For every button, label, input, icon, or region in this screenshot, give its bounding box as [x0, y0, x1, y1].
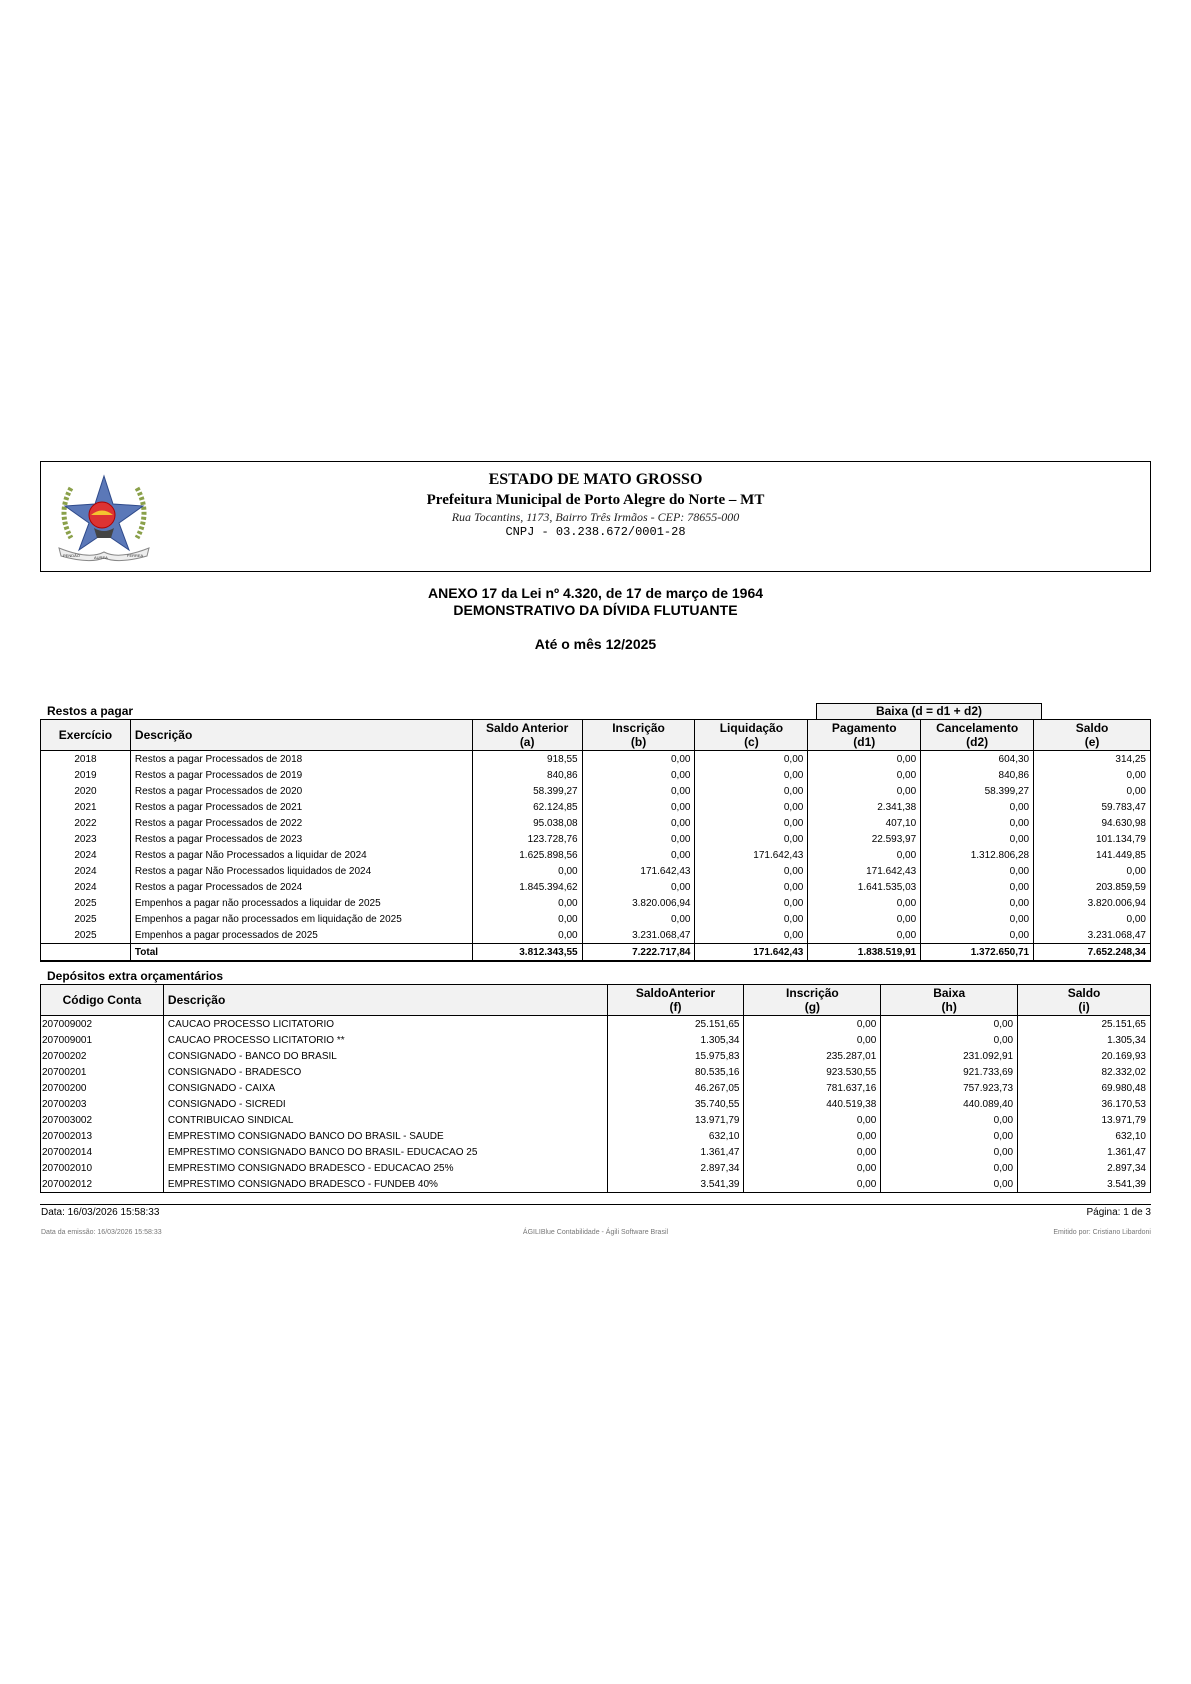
- total-b: 7.222.717,84: [582, 944, 695, 962]
- cell-pagamento: 1.641.535,03: [808, 879, 921, 895]
- table-row: [41, 815, 1151, 831]
- report-title: [0, 585, 1191, 619]
- restos-a-pagar-table: [40, 719, 1151, 962]
- cell-cancelamento: 0,00: [921, 799, 1034, 815]
- table-row: [41, 799, 1151, 815]
- cell-descricao: CONSIGNADO - SICREDI: [163, 1096, 607, 1112]
- cell-saldo-anterior: 1.845.394,62: [472, 879, 582, 895]
- cell-cancelamento: 0,00: [921, 879, 1034, 895]
- cell-descricao: CAUCAO PROCESSO LICITATORIO **: [163, 1032, 607, 1048]
- cell-exercicio: 2023: [41, 831, 131, 847]
- footer-divider: [40, 1204, 1151, 1205]
- cell-inscricao: 0,00: [582, 847, 695, 863]
- cell-baixa: 0,00: [881, 1032, 1018, 1048]
- cell-pagamento: 0,00: [808, 751, 921, 768]
- cell-saldo: 0,00: [1034, 911, 1151, 927]
- cell-saldo-anterior: 58.399,27: [472, 783, 582, 799]
- footer-software: ÁGILIBlue Contabilidade - Ágili Software Brasil: [522, 1229, 669, 1236]
- cell-descricao: Restos a pagar Processados de 2019: [130, 767, 472, 783]
- cell-liquidacao: 171.642,43: [695, 847, 808, 863]
- cell-descricao: Restos a pagar Processados de 2020: [130, 783, 472, 799]
- col-codigo: Código Conta: [41, 985, 164, 1016]
- table-row: [41, 1048, 1151, 1064]
- cell-pagamento: 0,00: [808, 927, 921, 944]
- cell-codigo: 207002014: [41, 1144, 164, 1160]
- table-row: [41, 879, 1151, 895]
- col-inscricao: Inscrição (b): [582, 720, 695, 751]
- cell-baixa: 440.089,40: [881, 1096, 1018, 1112]
- cell-liquidacao: 0,00: [695, 879, 808, 895]
- cell-baixa: 231.092,91: [881, 1048, 1018, 1064]
- cell-codigo: 207002012: [41, 1176, 164, 1193]
- cell-baixa: 757.923,73: [881, 1080, 1018, 1096]
- table-row: [41, 1064, 1151, 1080]
- table-row: [41, 1160, 1151, 1176]
- table-row: [41, 783, 1151, 799]
- cell-exercicio: 2024: [41, 847, 131, 863]
- restos-section-label: Restos a pagar: [47, 704, 134, 718]
- cell-inscricao: 0,00: [744, 1016, 881, 1033]
- cell-inscricao: 0,00: [582, 831, 695, 847]
- total-c: 171.642,43: [695, 944, 808, 962]
- cell-liquidacao: 0,00: [695, 751, 808, 768]
- cell-liquidacao: 0,00: [695, 927, 808, 944]
- cell-saldo-anterior: 1.625.898,56: [472, 847, 582, 863]
- cell-codigo: 207009001: [41, 1032, 164, 1048]
- cell-exercicio: 2018: [41, 751, 131, 768]
- footer-page: Página: 1 de 3: [1086, 1207, 1151, 1218]
- cell-inscricao: 0,00: [582, 911, 695, 927]
- cell-saldo: 36.170,53: [1018, 1096, 1151, 1112]
- cell-descricao: CONSIGNADO - BANCO DO BRASIL: [163, 1048, 607, 1064]
- cell-descricao: Restos a pagar Processados de 2021: [130, 799, 472, 815]
- table-row: [41, 911, 1151, 927]
- cell-liquidacao: 0,00: [695, 831, 808, 847]
- cell-liquidacao: 0,00: [695, 863, 808, 879]
- cell-saldo-anterior: 0,00: [472, 895, 582, 911]
- cell-inscricao: 3.231.068,47: [582, 927, 695, 944]
- cell-cancelamento: 604,30: [921, 751, 1034, 768]
- cell-saldo: 25.151,65: [1018, 1016, 1151, 1033]
- total-a: 3.812.343,55: [472, 944, 582, 962]
- cell-baixa: 0,00: [881, 1112, 1018, 1128]
- cell-codigo: 207002013: [41, 1128, 164, 1144]
- cell-descricao: CAUCAO PROCESSO LICITATORIO: [163, 1016, 607, 1033]
- col-saldo: Saldo (i): [1018, 985, 1151, 1016]
- cell-saldo-anterior: 0,00: [472, 911, 582, 927]
- cell-pagamento: 22.593,97: [808, 831, 921, 847]
- cell-saldo-anterior: 1.361,47: [607, 1144, 744, 1160]
- title-line2: DEMONSTRATIVO DA DÍVIDA FLUTUANTE: [453, 602, 738, 618]
- table-row: [41, 847, 1151, 863]
- cell-saldo: 101.134,79: [1034, 831, 1151, 847]
- cell-saldo-anterior: 15.975,83: [607, 1048, 744, 1064]
- cell-descricao: Empenhos a pagar não processados a liquidar de 2025: [130, 895, 472, 911]
- cell-descricao: Empenhos a pagar processados de 2025: [130, 927, 472, 944]
- cell-cancelamento: 840,86: [921, 767, 1034, 783]
- cell-saldo-anterior: 62.124,85: [472, 799, 582, 815]
- cell-inscricao: 440.519,38: [744, 1096, 881, 1112]
- table-row: [41, 1096, 1151, 1112]
- city-name: Prefeitura Municipal de Porto Alegre do Norte – MT: [426, 492, 765, 508]
- col-exercicio: Exercício: [41, 720, 131, 751]
- cell-liquidacao: 0,00: [695, 911, 808, 927]
- cell-cancelamento: 1.312.806,28: [921, 847, 1034, 863]
- cell-inscricao: 0,00: [744, 1160, 881, 1176]
- cell-pagamento: 171.642,43: [808, 863, 921, 879]
- total-d2: 1.372.650,71: [921, 944, 1034, 962]
- cell-saldo: 3.231.068,47: [1034, 927, 1151, 944]
- cell-codigo: 207003002: [41, 1112, 164, 1128]
- cell-liquidacao: 0,00: [695, 767, 808, 783]
- cell-inscricao: 0,00: [744, 1032, 881, 1048]
- cell-cancelamento: 0,00: [921, 815, 1034, 831]
- cell-cancelamento: 0,00: [921, 895, 1034, 911]
- col-descricao: Descrição: [163, 985, 607, 1016]
- table-row: [41, 831, 1151, 847]
- cell-saldo: 141.449,85: [1034, 847, 1151, 863]
- col-saldo: Saldo (e): [1034, 720, 1151, 751]
- cell-liquidacao: 0,00: [695, 815, 808, 831]
- table-row: [41, 927, 1151, 944]
- cell-saldo: 632,10: [1018, 1128, 1151, 1144]
- crest-banner-2: AUREA: [94, 555, 108, 560]
- cell-exercicio: 2019: [41, 767, 131, 783]
- cell-descricao: Restos a pagar Processados de 2022: [130, 815, 472, 831]
- col-descricao: Descrição: [130, 720, 472, 751]
- cell-saldo: 13.971,79: [1018, 1112, 1151, 1128]
- cell-cancelamento: 0,00: [921, 863, 1034, 879]
- cell-saldo-anterior: 35.740,55: [607, 1096, 744, 1112]
- cell-cancelamento: 0,00: [921, 927, 1034, 944]
- table-row: [41, 1128, 1151, 1144]
- cell-baixa: 921.733,69: [881, 1064, 1018, 1080]
- state-name: ESTADO DE MATO GROSSO: [488, 471, 703, 488]
- cell-baixa: 0,00: [881, 1160, 1018, 1176]
- cell-saldo-anterior: 1.305,34: [607, 1032, 744, 1048]
- cell-saldo-anterior: 918,55: [472, 751, 582, 768]
- cell-saldo-anterior: 95.038,08: [472, 815, 582, 831]
- col-pagamento: Pagamento (d1): [808, 720, 921, 751]
- cell-baixa: 0,00: [881, 1016, 1018, 1033]
- cell-pagamento: 0,00: [808, 911, 921, 927]
- table-row: [41, 751, 1151, 768]
- cell-inscricao: 0,00: [744, 1176, 881, 1193]
- cell-codigo: 207002010: [41, 1160, 164, 1176]
- cell-saldo: 69.980,48: [1018, 1080, 1151, 1096]
- baixa-group-header: Baixa (d = d1 + d2): [816, 703, 1042, 719]
- cnpj: CNPJ - 03.238.672/0001-28: [505, 525, 686, 539]
- cell-inscricao: 235.287,01: [744, 1048, 881, 1064]
- cell-cancelamento: 0,00: [921, 911, 1034, 927]
- cell-inscricao: 0,00: [582, 815, 695, 831]
- cell-saldo-anterior: 13.971,79: [607, 1112, 744, 1128]
- cell-liquidacao: 0,00: [695, 783, 808, 799]
- cell-exercicio: 2025: [41, 911, 131, 927]
- cell-inscricao: 781.637,16: [744, 1080, 881, 1096]
- cell-saldo: 0,00: [1034, 863, 1151, 879]
- cell-baixa: 0,00: [881, 1176, 1018, 1193]
- cell-saldo-anterior: 2.897,34: [607, 1160, 744, 1176]
- report-period: Até o mês 12/2025: [534, 636, 657, 652]
- cell-pagamento: 0,00: [808, 767, 921, 783]
- cell-saldo: 203.859,59: [1034, 879, 1151, 895]
- total-e: 7.652.248,34: [1034, 944, 1151, 962]
- cell-descricao: CONSIGNADO - CAIXA: [163, 1080, 607, 1096]
- table-row: [41, 1112, 1151, 1128]
- cell-inscricao: 0,00: [582, 767, 695, 783]
- table-row: [41, 1016, 1151, 1033]
- depositos-section-label: Depósitos extra orçamentários: [47, 969, 224, 983]
- cell-descricao: EMPRESTIMO CONSIGNADO BANCO DO BRASIL - SAUDE: [163, 1128, 607, 1144]
- col-saldo-anterior: SaldoAnterior (f): [607, 985, 744, 1016]
- cell-inscricao: 0,00: [744, 1112, 881, 1128]
- letterhead: [40, 461, 1151, 572]
- cell-cancelamento: 58.399,27: [921, 783, 1034, 799]
- cell-exercicio: 2024: [41, 879, 131, 895]
- table-row: [41, 895, 1151, 911]
- cell-inscricao: 0,00: [582, 783, 695, 799]
- cell-inscricao: 0,00: [582, 879, 695, 895]
- cell-pagamento: 0,00: [808, 783, 921, 799]
- table-row: [41, 1080, 1151, 1096]
- cell-codigo: 20700201: [41, 1064, 164, 1080]
- cell-saldo: 1.361,47: [1018, 1144, 1151, 1160]
- table-row: [41, 767, 1151, 783]
- cell-saldo-anterior: 3.541,39: [607, 1176, 744, 1193]
- cell-codigo: 20700203: [41, 1096, 164, 1112]
- table-row: [41, 1176, 1151, 1193]
- cell-descricao: Restos a pagar Processados de 2023: [130, 831, 472, 847]
- cell-pagamento: 407,10: [808, 815, 921, 831]
- cell-descricao: EMPRESTIMO CONSIGNADO BRADESCO - EDUCACAO 25%: [163, 1160, 607, 1176]
- col-saldo-anterior: Saldo Anterior (a): [472, 720, 582, 751]
- cell-saldo-anterior: 80.535,16: [607, 1064, 744, 1080]
- cell-saldo-anterior: 46.267,05: [607, 1080, 744, 1096]
- cell-saldo: 82.332,02: [1018, 1064, 1151, 1080]
- cell-exercicio: 2020: [41, 783, 131, 799]
- cell-saldo: 0,00: [1034, 783, 1151, 799]
- total-label: Total: [130, 944, 472, 962]
- cell-inscricao: 0,00: [582, 799, 695, 815]
- cell-saldo: 0,00: [1034, 767, 1151, 783]
- cell-descricao: EMPRESTIMO CONSIGNADO BANCO DO BRASIL- EDUCACAO 25: [163, 1144, 607, 1160]
- cell-descricao: Restos a pagar Não Processados a liquidar de 2024: [130, 847, 472, 863]
- cell-descricao: Restos a pagar Não Processados liquidados de 2024: [130, 863, 472, 879]
- crest-banner-1: PENDÃO: [63, 553, 80, 558]
- cell-saldo-anterior: 0,00: [472, 927, 582, 944]
- cell-descricao: CONTRIBUICAO SINDICAL: [163, 1112, 607, 1128]
- cell-inscricao: 3.820.006,94: [582, 895, 695, 911]
- cell-liquidacao: 0,00: [695, 799, 808, 815]
- cell-liquidacao: 0,00: [695, 895, 808, 911]
- footer-issued-by: Emitido por: Cristiano Libardoni: [1053, 1229, 1151, 1236]
- cell-inscricao: 0,00: [744, 1128, 881, 1144]
- total-row: [41, 944, 1151, 962]
- address: Rua Tocantins, 1173, Bairro Três Irmãos - CEP: 78655-000: [451, 510, 740, 524]
- cell-saldo: 3.820.006,94: [1034, 895, 1151, 911]
- cell-descricao: CONSIGNADO - BRADESCO: [163, 1064, 607, 1080]
- cell-saldo: 94.630,98: [1034, 815, 1151, 831]
- cell-inscricao: 0,00: [582, 751, 695, 768]
- cell-pagamento: 2.341,38: [808, 799, 921, 815]
- cell-saldo-anterior: 25.151,65: [607, 1016, 744, 1033]
- table-row: [41, 1144, 1151, 1160]
- depositos-table: [40, 984, 1151, 1193]
- cell-exercicio: 2022: [41, 815, 131, 831]
- cell-codigo: 20700200: [41, 1080, 164, 1096]
- cell-saldo: 314,25: [1034, 751, 1151, 768]
- cell-descricao: Restos a pagar Processados de 2018: [130, 751, 472, 768]
- title-line1: ANEXO 17 da Lei nº 4.320, de 17 de março de 1964: [427, 585, 764, 601]
- crest-banner-3: FERREA: [127, 553, 144, 558]
- cell-saldo: 20.169,93: [1018, 1048, 1151, 1064]
- cell-codigo: 207009002: [41, 1016, 164, 1033]
- cell-saldo: 3.541,39: [1018, 1176, 1151, 1193]
- cell-descricao: Restos a pagar Processados de 2024: [130, 879, 472, 895]
- col-liquidacao: Liquidação (c): [695, 720, 808, 751]
- table-row: [41, 1032, 1151, 1048]
- cell-cancelamento: 0,00: [921, 831, 1034, 847]
- cell-pagamento: 0,00: [808, 847, 921, 863]
- cell-descricao: Empenhos a pagar não processados em liquidação de 2025: [130, 911, 472, 927]
- cell-saldo: 1.305,34: [1018, 1032, 1151, 1048]
- footer-date: Data: 16/03/2026 15:58:33: [41, 1207, 160, 1218]
- cell-descricao: EMPRESTIMO CONSIGNADO BRADESCO - FUNDEB 40%: [163, 1176, 607, 1193]
- cell-exercicio: 2024: [41, 863, 131, 879]
- cell-saldo-anterior: 840,86: [472, 767, 582, 783]
- cell-codigo: 20700202: [41, 1048, 164, 1064]
- col-inscricao: Inscrição (g): [744, 985, 881, 1016]
- col-baixa: Baixa (h): [881, 985, 1018, 1016]
- cell-exercicio: 2025: [41, 927, 131, 944]
- cell-saldo-anterior: 632,10: [607, 1128, 744, 1144]
- cell-saldo-anterior: 0,00: [472, 863, 582, 879]
- table-row: [41, 863, 1151, 879]
- cell-inscricao: 923.530,55: [744, 1064, 881, 1080]
- footer-emission: Data da emissão: 16/03/2026 15:58:33: [41, 1229, 162, 1236]
- cell-baixa: 0,00: [881, 1144, 1018, 1160]
- cell-exercicio: 2021: [41, 799, 131, 815]
- cell-saldo-anterior: 123.728,76: [472, 831, 582, 847]
- table-header-row: [41, 985, 1151, 1016]
- total-d1: 1.838.519,91: [808, 944, 921, 962]
- cell-pagamento: 0,00: [808, 895, 921, 911]
- cell-baixa: 0,00: [881, 1128, 1018, 1144]
- cell-inscricao: 0,00: [744, 1144, 881, 1160]
- cell-exercicio: 2025: [41, 895, 131, 911]
- table-header-row: [41, 720, 1151, 751]
- cell-saldo: 59.783,47: [1034, 799, 1151, 815]
- col-cancelamento: Cancelamento (d2): [921, 720, 1034, 751]
- letterhead-text: [41, 470, 1150, 540]
- cell-saldo: 2.897,34: [1018, 1160, 1151, 1176]
- cell-inscricao: 171.642,43: [582, 863, 695, 879]
